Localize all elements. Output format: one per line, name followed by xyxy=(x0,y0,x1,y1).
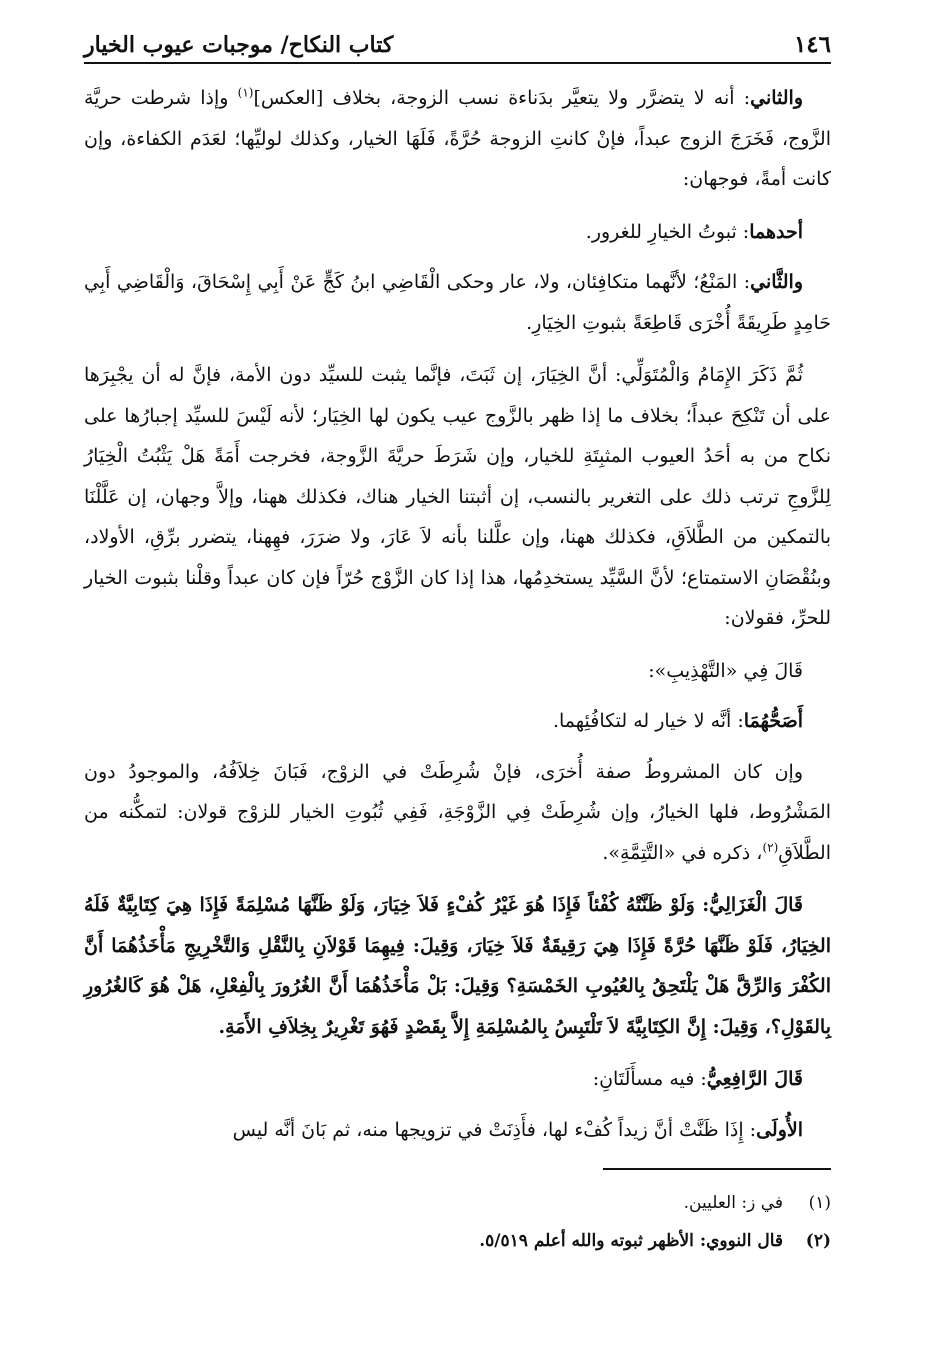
paragraph-5-text: قَالَ فِي «التَّهْذِيبِ»: xyxy=(648,659,803,682)
paragraph-3 xyxy=(84,262,831,343)
paragraph-10 xyxy=(84,1110,831,1151)
paragraph-10-text: : إِذَا ظَنَّتْ أنَّ زيداً كُفْء لها، فأَذِنَتْ في تزويجها منه، ثم بَانَ أنَّه ليس xyxy=(232,1118,757,1141)
paragraph-9-lead: قَالَ الرَّافِعِيُّ xyxy=(706,1068,803,1090)
paragraph-7-text-a: وإن كان المشروطُ صفة أُخرَى، فإنْ شُرِطَتْ في الزوْج، فَبَانَ خِلاَفُهُ، والموجودُ دون المَشْرُوط، فلها الخيارُ، وإن شُرِطَتْ فِي الزَّوْجَةِ، فَفِي ثُبُوتِ الخيار للزوْج قولان: لتمكُّنه من الطَّلاَقِ xyxy=(84,760,831,864)
footnote-2 xyxy=(84,1222,831,1260)
main-text xyxy=(84,78,831,1162)
paragraph-6-text: : أنَّه لا خيار له لتكافُئِهما. xyxy=(552,710,744,732)
footnote-2-number: (٢) xyxy=(805,1231,831,1251)
paragraph-7 xyxy=(84,752,831,874)
footnote-1-number: (١) xyxy=(808,1193,831,1213)
footnote-ref-1: (١) xyxy=(237,85,254,100)
footnote-1-text: في ز: العليين. xyxy=(683,1193,783,1213)
paragraph-9-text: : فيه مسأَلَتَانِ: xyxy=(592,1068,707,1090)
paragraph-2 xyxy=(84,212,831,253)
paragraph-9 xyxy=(84,1059,831,1100)
paragraph-1-text-a: : أنه لا يتضرَّر ولا يتعيَّر بدَناءة نسب الزوجة، بخلاف [العكس] xyxy=(253,87,751,109)
footnote-divider xyxy=(603,1168,831,1170)
footnote-ref-2: (٢) xyxy=(762,840,779,855)
footnotes xyxy=(84,1184,831,1260)
paragraph-7-text-b: ، ذكره في «التَّتِمَّةِ». xyxy=(602,841,763,864)
paragraph-4 xyxy=(84,355,831,639)
paragraph-10-lead: الأُولَى xyxy=(756,1118,803,1141)
paragraph-2-text: : ثبوتُ الخيارِ للغرور. xyxy=(585,220,750,243)
book-title: كتاب النكاح/ موجبات عيوب الخيار xyxy=(84,32,394,58)
footnote-2-text: قال النووي: الأظهر ثبوته والله أعلم ٥/٥١٩. xyxy=(479,1231,783,1251)
paragraph-8-text: قَالَ الْغَزَالِيُّ: وَلَوْ ظَنَّتْهُ كُفْئاً فَإِذَا هُوَ غَيْرُ كُفْءٍ فَلاَ خِيَارَ، وَلَوْ ظَنَّهَا مُسْلِمَةً فَإِذَا هِيَ كِتَابِيَّةٌ فَلَهُ الخِيَارُ، فَلَوْ ظَنَّهَا حُرَّةً فَإِذَا هِيَ رَقِيقَةٌ فَلاَ خِيَارَ، وَقِيلَ: فِيهِمَا قَوْلاَنِ بِالنَّقْلِ وَالتَّخْرِيجِ مَأْخَذُهُمَا أَنَّ الكُفْرَ وَالرِّقَّ هَلْ يَلْتَحِقُ بِالعُيُوبِ الخَمْسَةِ؟ وَقِيلَ: بَلْ مَأْخَذُهُمَا أَنَّ الغُرُورَ بِالْفِعْلِ، هَلْ هُوَ كَالغُرُورِ بِالقَوْلِ؟، وَقِيلَ: إِنَّ الكِتَابِيَّةَ لاَ تَلْتَبِسُ بِالمُسْلِمَةِ إِلاَّ بِقَصْدٍ فَهُوَ تَغْرِيرٌ بِخِلاَفِ الأَمَةِ. xyxy=(84,894,831,1038)
paragraph-4-text: ثُمَّ ذَكَرَ الإِمَامُ وَالْمُتَوَلِّي: أنَّ الخِيَارَ، إن ثَبَتَ، فإنَّما يثبت للسيِّد دون الأمة، فإنَّ له أن يجْبِرَها على أن تَنْكِحَ عبداً؛ بخلاف ما إذا ظهر بالزَّوج عيب يكون لها الخِيَار؛ لأنه لَيْسَ للسيِّد إجبارُها على نكاح من به أحَدُ العيوب المثبِتَةِ للخيار، وإن شَرَطَ حريَّةَ الزَّوجة، فخرجت أَمَةً هَلْ يَثْبُتُ الْخِيَارُ لِلزَّوجِ ترتب ذلك على التغرير بالنسب، إن أثبتنا الخيار هناك، فكذلك ههنا، وإلاَّ وجهان، إن عَلَّلْنَا بالتمكين من الطَّلاَقِ، فكذلك ههنا، وإن علَّلنا بأنه لاَ عَارَ، ولا ضرَرَ، فهِهنا، يتضرر برِّقِ، الأولاد، وبنُقْصَانِ الاستمتاع؛ لأنَّ السَّيِّد يستخدِمُها، هذا إذا كان الزَّوْج حُرّاً فإن كان عبداً وقلْنا بثبوت الخيار للحرِّ، فقولان: xyxy=(84,364,831,629)
paragraph-3-text: : المَنْعُ؛ لأنَّهما متكافِئان، ولا، عار وحكى الْقَاضِي ابنُ كَجٍّ عَنْ أَبِي إِسْحَاقَ، وَالْقَاضِي أَبِي حَامِدٍ طَرِيقَةً أُخْرَى قَاطِعَةً بثبوتِ الخِيَارِ. xyxy=(84,271,831,334)
paragraph-1-text-b: وإذا شرطت حريَّة الزَّوج، فَخَرَجَ الزوج عبداً، فإنْ كانتِ الزوجة حُرَّةً، فَلَهَا الخيار، وكذلك لوليِّها؛ لعَدَم الكفاءة، وإن كانت أمةً، فوجهان: xyxy=(84,87,831,190)
footnote-1 xyxy=(84,1184,831,1222)
paragraph-6-lead: أَصَحُّهُمَا xyxy=(743,710,803,732)
paragraph-6 xyxy=(84,701,831,742)
paragraph-5 xyxy=(84,651,831,692)
paragraph-2-lead: أحدهما xyxy=(749,220,803,243)
page-number: ١٤٦ xyxy=(793,31,831,58)
paragraph-8-ghazali-quote xyxy=(84,885,831,1047)
running-header xyxy=(84,24,831,64)
paragraph-1-lead: والثاني xyxy=(750,87,803,109)
paragraph-1 xyxy=(84,78,831,200)
paragraph-3-lead: والثَّاني xyxy=(750,271,803,293)
